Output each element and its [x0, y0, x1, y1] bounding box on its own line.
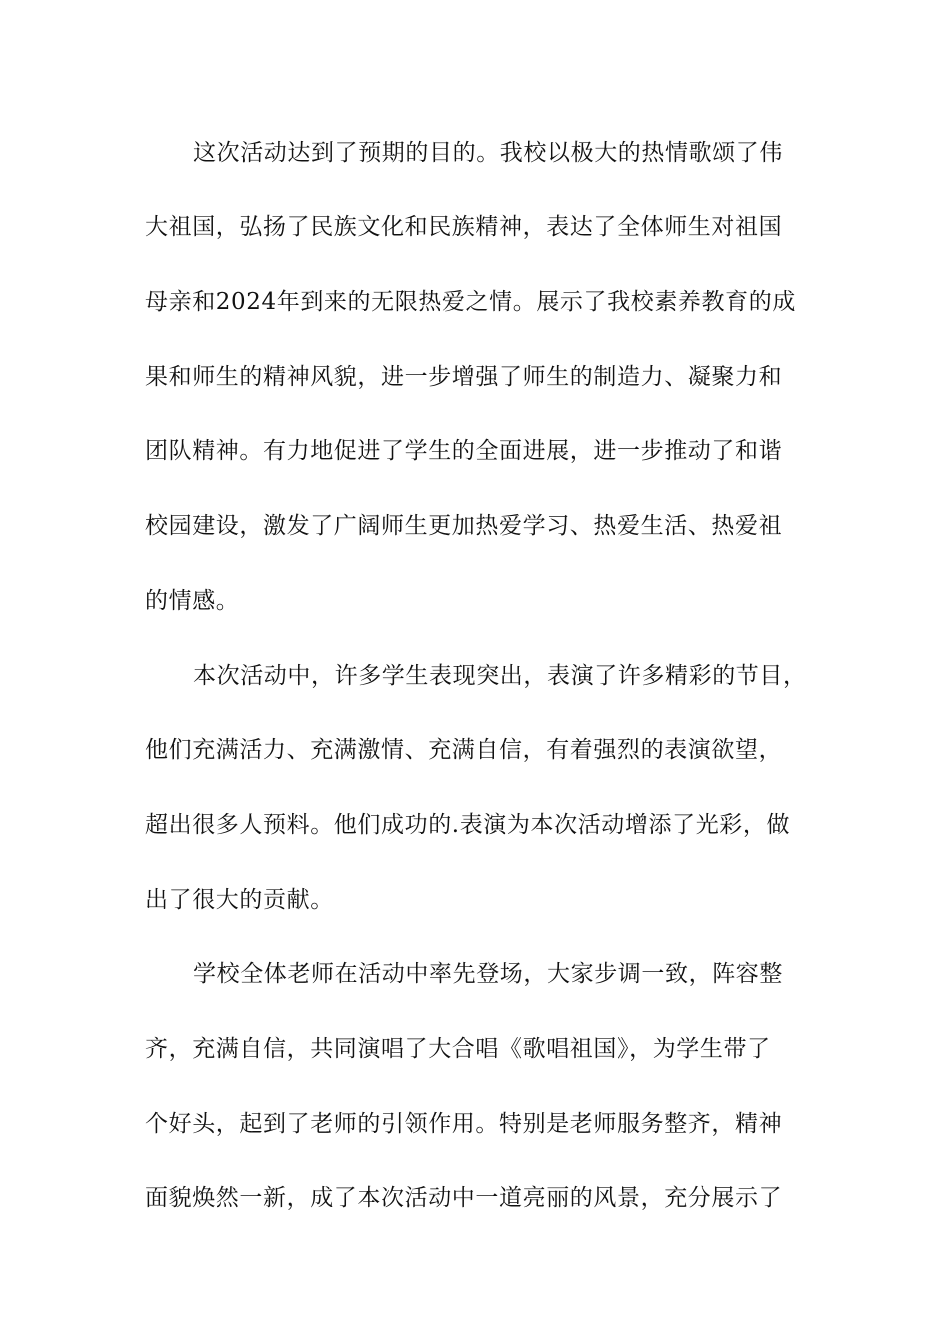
paragraph-1-line-6: 校园建设，激发了广阔师生更加热爱学习、热爱生活、热爱祖 — [145, 513, 783, 539]
paragraph-3-line-3: 个好头，起到了老师的引领作用。特别是老师服务整齐，精神 — [145, 1111, 783, 1137]
paragraph-3-line-4: 面貌焕然一新，成了本次活动中一道亮丽的风景，充分展示了 — [145, 1185, 783, 1211]
paragraph-3-line-2: 齐，充满自信，共同演唱了大合唱《歌唱祖国》，为学生带了 — [145, 1036, 771, 1062]
paragraph-1-line-5: 团队精神。有力地促进了学生的全面进展，进一步推动了和谐 — [145, 438, 783, 464]
paragraph-1-line-7: 的情感。 — [145, 588, 240, 614]
paragraph-1-line-1: 这次活动达到了预期的目的。我校以极大的热情歌颂了伟 — [193, 140, 783, 166]
paragraph-2-line-1: 本次活动中，许多学生表现突出，表演了许多精彩的节目， — [193, 663, 807, 689]
paragraph-2-line-3: 超出很多人预料。他们成功的.表演为本次活动增添了光彩，做 — [145, 812, 791, 838]
paragraph-1-line-3: 母亲和2024年到来的无限热爱之情。展示了我校素养教育的成 — [145, 289, 796, 315]
paragraph-3-line-1: 学校全体老师在活动中率先登场，大家步调一致，阵容整 — [193, 961, 783, 987]
paragraph-2-line-4: 出了很大的贡献。 — [145, 887, 334, 913]
paragraph-1-line-2: 大祖国，弘扬了民族文化和民族精神，表达了全体师生对祖国 — [145, 214, 783, 240]
paragraph-2-line-2: 他们充满活力、充满激情、充满自信，有着强烈的表演欲望， — [145, 737, 783, 763]
paragraph-1-line-4: 果和师生的精神风貌，进一步增强了师生的制造力、凝聚力和 — [145, 364, 783, 390]
